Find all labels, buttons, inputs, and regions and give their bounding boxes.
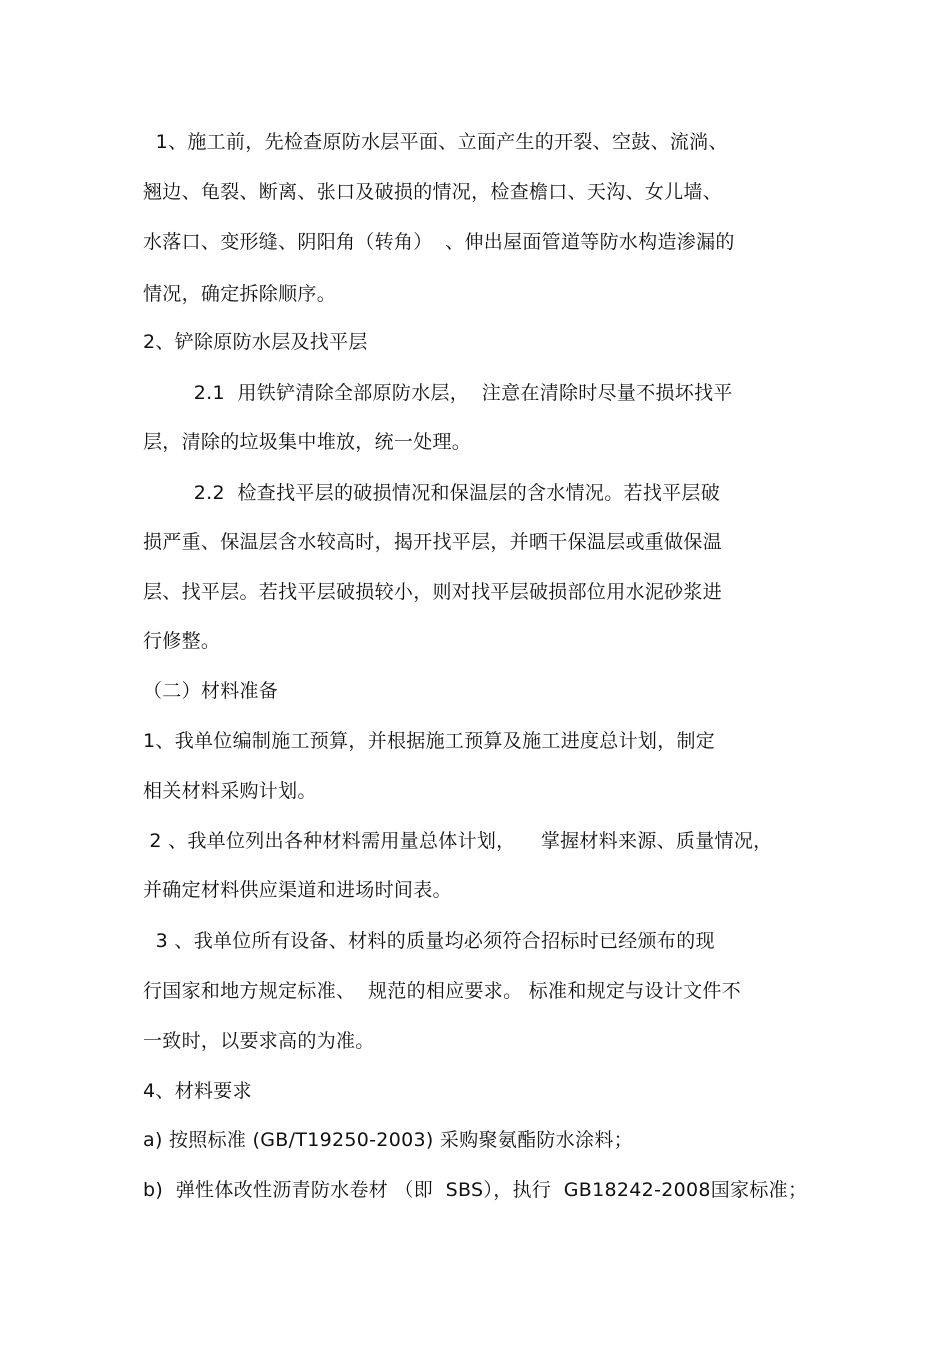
paragraph-line-11: 1、我单位编制施工预算，并根据施工预算及施工进度总计划，制定 bbox=[143, 730, 716, 752]
list-item-a: a) 按照标准 (GB/T19250-2003) 采购聚氨酯防水涂料； bbox=[143, 1129, 633, 1151]
paragraph-line-12: 相关材料采购计划。 bbox=[143, 780, 317, 802]
paragraph-line-17: 一致时，以要求高的为准。 bbox=[143, 1030, 375, 1052]
list-item-b: b) 弹性体改性沥青防水卷材 （即 SBS），执行 GB18242-2008国家标准； bbox=[143, 1179, 808, 1201]
paragraph-line-2: 翘边、龟裂、断离、张口及破损的情况，检查檐口、天沟、女儿墙、 bbox=[143, 181, 723, 203]
paragraph-line-3: 水落口、变形缝、阴阳角（转角） 、伸出屋面管道等防水构造渗漏的 bbox=[143, 231, 735, 253]
paragraph-line-7: 2.2 检查找平层的破损情况和保温层的含水情况。若找平层破 bbox=[143, 482, 721, 504]
paragraph-line-13: 2 、我单位列出各种材料需用量总体计划， 掌握材料来源、质量情况， bbox=[143, 830, 773, 852]
paragraph-line-16: 行国家和地方规定标准、 规范的相应要求。 标准和规定与设计文件不 bbox=[143, 980, 742, 1002]
paragraph-line-5: 2.1 用铁铲清除全部原防水层， 注意在清除时尽量不损坏找平 bbox=[143, 382, 733, 404]
paragraph-line-15: 3 、我单位所有设备、材料的质量均必须符合招标时已经颁布的现 bbox=[143, 930, 715, 952]
paragraph-line-8: 损严重、保温层含水较高时，揭开找平层，并晒干保温层或重做保温 bbox=[143, 531, 723, 553]
paragraph-line-4: 情况，确定拆除顺序。 bbox=[143, 283, 337, 305]
section-heading-2: （二）材料准备 bbox=[143, 680, 279, 702]
paragraph-line-14: 并确定材料供应渠道和进场时间表。 bbox=[143, 879, 452, 901]
section-heading-1: 2、铲除原防水层及找平层 bbox=[143, 331, 368, 353]
paragraph-line-6: 层，清除的垃圾集中堆放，统一处理。 bbox=[143, 431, 472, 453]
section-heading-3: 4、材料要求 bbox=[143, 1080, 252, 1102]
paragraph-line-1: 1、施工前，先检查原防水层平面、立面产生的开裂、空鼓、流淌、 bbox=[143, 131, 728, 153]
paragraph-line-9: 层、找平层。若找平层破损较小，则对找平层破损部位用水泥砂浆进 bbox=[143, 581, 723, 603]
paragraph-line-10: 行修整。 bbox=[143, 630, 221, 652]
